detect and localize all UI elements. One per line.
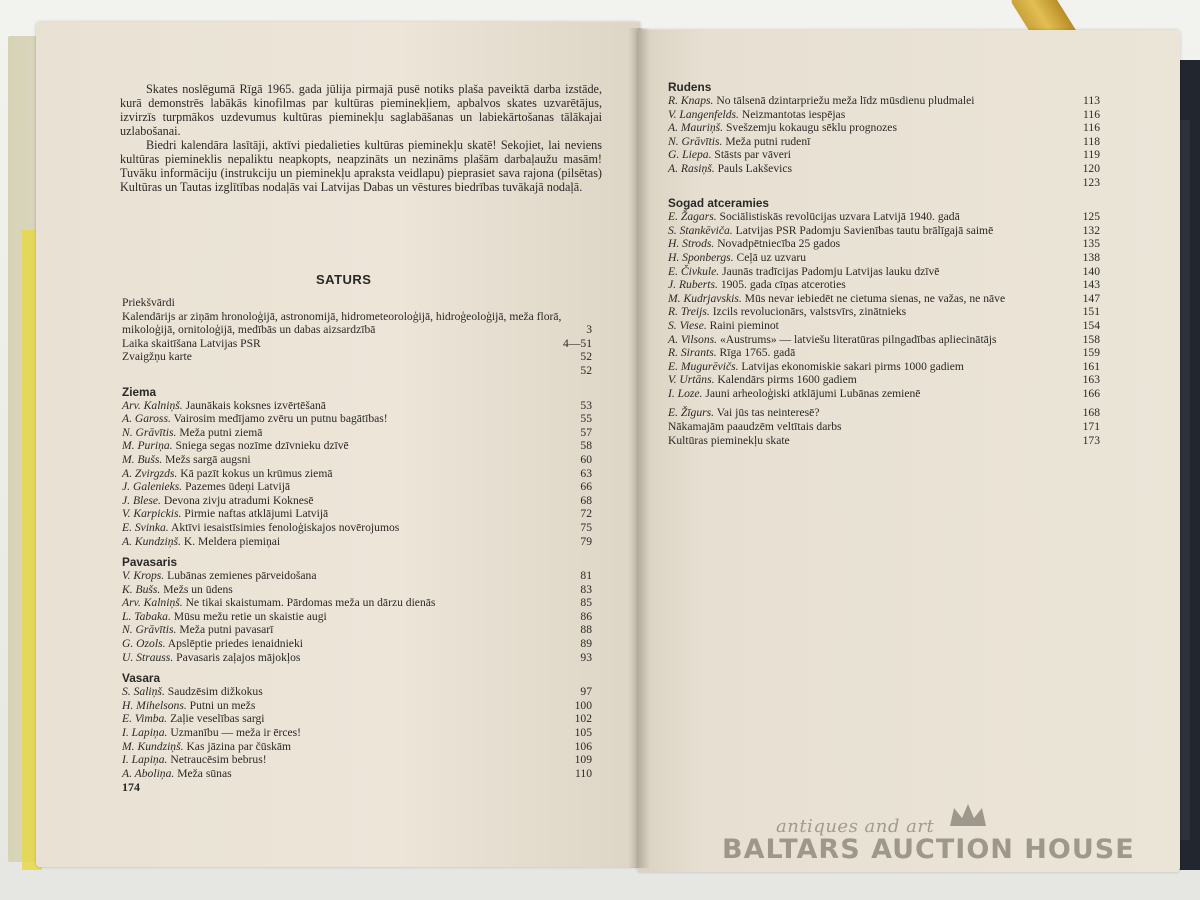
toc-entry-page: 52: [580, 350, 592, 364]
toc-entry-title: Zaļie veselības sargi: [170, 712, 265, 726]
watermark-name: BALTARS AUCTION HOUSE: [722, 834, 1135, 865]
toc-entry-title: Kā pazīt kokus un krūmus ziemā: [180, 466, 333, 480]
toc-entry-page: 57: [580, 425, 592, 439]
toc-entry-title: Devona zivju atradumi Koknesē: [163, 493, 314, 507]
toc-entry-author: L. Tabaka.: [122, 609, 171, 623]
toc-entry-title: Laika skaitīšana Latvijas PSR: [122, 336, 261, 350]
toc-entry: [122, 610, 592, 624]
toc-entry-page: 60: [580, 452, 592, 466]
watermark-tagline: antiques and art: [776, 816, 935, 837]
toc-section-title: Rudens: [668, 80, 712, 94]
toc-entry-page: 3: [586, 323, 592, 337]
toc-entry-page: 105: [574, 726, 592, 740]
toc-entry-page: 110: [575, 766, 592, 780]
toc-entry-author: R. Sirants.: [668, 346, 717, 360]
toc-entry-page: 81: [580, 569, 592, 583]
toc-entry: [668, 148, 1100, 162]
toc-right-column: [668, 80, 1100, 447]
toc-entry: [668, 210, 1100, 224]
toc-entry: [122, 412, 592, 426]
toc-entry-title: Stāsts par vāveri: [714, 148, 792, 162]
toc-entry: [122, 623, 592, 637]
toc-entry-author: I. Lapiņa.: [122, 726, 168, 740]
toc-entry-author: E. Žagars.: [668, 210, 717, 224]
toc-entry-author: A. Vilsons.: [668, 332, 718, 346]
toc-entry-title: Latvijas PSR Padomju Savienības tautu brālīgajā saimē: [735, 223, 994, 237]
toc-entry-page: 109: [574, 753, 592, 767]
toc-entry-title: Apslēptie priedes ienaidnieki: [167, 637, 303, 651]
toc-entry: [668, 162, 1100, 176]
toc-entry-author: A. Aboliņa.: [122, 766, 175, 780]
toc-entry-author: I. Loze.: [668, 386, 703, 400]
book-gutter: [628, 28, 650, 868]
toc-entry-author: J. Galenieks.: [122, 480, 183, 494]
toc-entry-page: 88: [580, 623, 592, 637]
toc-entry-page: 52: [580, 363, 592, 377]
toc-entry: [122, 439, 592, 453]
toc-entry-author: N. Grāvītis.: [668, 134, 723, 148]
toc-entry-title: Vairosim medījamo zvēru un putnu bagātības!: [173, 412, 388, 426]
toc-entry-title: Ceļā uz uzvaru: [736, 250, 807, 264]
toc-entry: [122, 651, 592, 665]
toc-entry-page: 63: [580, 466, 592, 480]
toc-entry-author: A. Mauriņš.: [668, 121, 724, 135]
toc-entry-page: 159: [1082, 346, 1100, 360]
toc-entry-title: K. Meldera piemiņai: [183, 534, 281, 548]
toc-entry-author: E. Mugurēvičs.: [668, 359, 739, 373]
toc-entry-page: 116: [1083, 107, 1100, 121]
toc-entry-author: M. Kudrjavskis.: [668, 291, 742, 305]
toc-entry: [122, 767, 592, 781]
toc-entry: [122, 535, 592, 549]
toc-entry-page: 106: [574, 739, 592, 753]
toc-entry-title: Neizmantotas iespējas: [741, 107, 846, 121]
toc-entry-page: 125: [1082, 210, 1100, 224]
toc-entry-page: 116: [1083, 121, 1100, 135]
toc-entry-page: 166: [1082, 386, 1100, 400]
toc-entry-title: Mūs nevar iebiedēt ne cietuma sienas, ne važas, ne nāve: [744, 291, 1006, 305]
toc-entry-author: J. Ruberts.: [668, 278, 718, 292]
toc-entry-author: S. Saliņš.: [122, 685, 165, 699]
toc-entry-title: Saudzēsim dižkokus: [167, 685, 263, 699]
toc-entry: [668, 346, 1100, 360]
toc-entry-title: 1905. gada cīņas atceroties: [720, 278, 846, 292]
toc-entry-title: Meža putni ziemā: [179, 425, 263, 439]
toc-entry-author: A. Kundziņš.: [122, 534, 181, 548]
toc-entry-page: 113: [1083, 94, 1100, 107]
toc-entry-title: No tālsenā dzintarpriežu meža līdz mūsdienu pludmalei: [716, 94, 975, 107]
toc-entry-page: 163: [1082, 373, 1100, 387]
toc-entry-title: Sociālistiskās revolūcijas uzvara Latvijā 1940. gadā: [719, 210, 960, 224]
toc-entry-title: Raini pieminot: [709, 318, 779, 332]
toc-entry: [668, 135, 1100, 149]
toc-entry-title: «Austrums» — latviešu literatūras pilngadības apliecinātājs: [719, 332, 997, 346]
toc-entry: [668, 387, 1100, 401]
toc-entry: [122, 494, 592, 508]
toc-entry-page: 147: [1082, 291, 1100, 305]
toc-entry: [668, 265, 1100, 279]
toc-entry-author: R. Treijs.: [668, 305, 710, 319]
toc-entry: [122, 310, 592, 337]
toc-entry: [122, 521, 592, 535]
toc-entry: [122, 726, 592, 740]
toc-entry-title: Zvaigžņu karte: [122, 350, 192, 364]
toc-entry: [668, 121, 1100, 135]
intro-text: [120, 82, 602, 194]
toc-entry-page: 58: [580, 439, 592, 453]
toc-entry: [668, 406, 1100, 420]
toc-entry-title: Uzmanību — meža ir ērces!: [170, 726, 302, 740]
toc-entry-author: U. Strauss.: [122, 650, 174, 664]
toc-entry: [668, 373, 1100, 387]
toc-entry-title: Kultūras pieminekļu skate: [668, 433, 790, 447]
toc-entry-page: 173: [1082, 433, 1100, 447]
toc-entry-author: A. Rasiņš.: [668, 161, 715, 175]
toc-entry-page: 138: [1082, 250, 1100, 264]
toc-entry: [122, 685, 592, 699]
toc-entry: [122, 364, 592, 378]
toc-entry-page: 140: [1082, 264, 1100, 278]
toc-entry-author: E. Čivkule.: [668, 264, 720, 278]
toc-entry: [668, 420, 1100, 434]
toc-entry-page: 135: [1082, 237, 1100, 251]
toc-entry-author: N. Grāvītis.: [122, 623, 177, 637]
toc-entry-title: Kalendārs pirms 1600 gadiem: [717, 373, 857, 387]
toc-entry-title: Priekšvārdi: [122, 296, 175, 309]
toc-entry-title: Izcils revolucionārs, valstsvīrs, zinātnieks: [712, 305, 907, 319]
toc-entry-page: 55: [580, 412, 592, 426]
toc-entry-title: Kas jāzina par čūskām: [186, 739, 292, 753]
toc-entry: [122, 740, 592, 754]
toc-entry-page: 83: [580, 582, 592, 596]
toc-entry-title: Lubānas zemienes pārveidošana: [167, 569, 317, 583]
toc-entry-title: Ne tikai skaistumam. Pārdomas meža un dārzu dienās: [185, 596, 436, 610]
toc-entry: [122, 712, 592, 726]
toc-entry-title: Svešzemju kokaugu sēklu prognozes: [725, 121, 897, 135]
toc-entry: [668, 292, 1100, 306]
toc-entry-author: Arv. Kalniņš.: [122, 596, 183, 610]
toc-entry-title: Pazemes ūdeņi Latvijā: [185, 480, 291, 494]
toc-entry: [668, 360, 1100, 374]
toc-entry-page: 154: [1082, 318, 1100, 332]
toc-entry-page: 4—51: [563, 336, 592, 350]
toc-entry-title: Latvijas ekonomiskie sakari pirms 1000 gadiem: [741, 359, 964, 373]
toc-left-column: [122, 296, 592, 780]
toc-entry-author: E. Svinka.: [122, 520, 169, 534]
toc-entry: [122, 753, 592, 767]
toc-entry-author: H. Mihelsons.: [122, 698, 187, 712]
intro-paragraph: Biedri kalendāra lasītāji, aktīvi piedalieties kultūras pieminekļu skatē! Sekojiet, lai neviens kultūras piemineklis nepaliktu neapkopts, neapzināts un nezināms plašām darbaļaužu masām! Tuvāku informāciju (instrukciju un pieminekļu apraksta veidlapu) pieprasiet sava rajona (pilsētas) Kultūras un Tautas izglītības nodaļās vai Latvijas Dabas un vēstures biedrības tuvākajā nodaļā.: [120, 138, 602, 194]
toc-entry-page: 143: [1082, 278, 1100, 292]
toc-entry-page: 120: [1082, 161, 1100, 175]
toc-title: SATURS: [316, 272, 372, 287]
toc-entry-author: H. Sponbergs.: [668, 250, 734, 264]
toc-entry-title: Jaunās tradīcijas Padomju Latvijas lauku dzīvē: [722, 264, 940, 278]
toc-entry-title: Vai jūs tas neinteresē?: [716, 406, 820, 420]
toc-entry-page: 161: [1082, 359, 1100, 373]
toc-entry-author: G. Liepa.: [668, 148, 712, 162]
toc-entry-title: Jaunākais koksnes izvērtēšanā: [185, 398, 326, 412]
toc-entry: [668, 333, 1100, 347]
toc-entry-title: Netraucēsim bebrus!: [170, 753, 267, 767]
toc-entry: [122, 426, 592, 440]
toc-entry-title: Pavasaris zaļajos mājokļos: [176, 650, 301, 664]
toc-entry: [668, 305, 1100, 319]
toc-entry: [668, 319, 1100, 333]
toc-entry-page: 72: [580, 507, 592, 521]
toc-entry: [122, 637, 592, 651]
toc-entry-author: E. Žīgurs.: [668, 406, 715, 420]
toc-entry-title: Mežs sargā augsni: [165, 452, 251, 466]
toc-entry-page: 118: [1083, 134, 1100, 148]
toc-entry: [122, 453, 592, 467]
toc-entry: [668, 108, 1100, 122]
toc-entry-page: 158: [1082, 332, 1100, 346]
toc-entry-title: Nākamajām paaudzēm veltītais darbs: [668, 420, 842, 434]
toc-entry-author: J. Blese.: [122, 493, 161, 507]
toc-entry: [122, 467, 592, 481]
toc-entry-page: 66: [580, 480, 592, 494]
toc-entry-page: 119: [1083, 148, 1100, 162]
toc-entry-author: H. Strods.: [668, 237, 715, 251]
toc-entry-page: 89: [580, 637, 592, 651]
toc-entry: [122, 480, 592, 494]
toc-section-title: Pavasaris: [122, 555, 178, 570]
toc-entry-author: S. Stankēviča.: [668, 223, 733, 237]
crown-icon: [946, 800, 990, 830]
toc-entry-page: 68: [580, 493, 592, 507]
toc-entry-author: M. Puriņa.: [122, 439, 173, 453]
toc-entry-page: 132: [1082, 223, 1100, 237]
intro-paragraph: Skates noslēgumā Rīgā 1965. gada jūlija pirmajā pusē notiks plaša paveiktā darba izstāde, kurā demonstrēs labākās kinofilmas par kultūras pieminekļiem, apbalvos skates uzvarētājus, izvirzīs turpmākos uzdevumus kultūras pieminekļu saglabāšanas un labiekārtošanas tālākajai uzlabošanai.: [120, 82, 602, 138]
toc-entry-page: 171: [1082, 420, 1100, 434]
toc-entry-title: Jauni arheoloģiski atklājumi Lubānas zemienē: [705, 386, 921, 400]
toc-entry-author: A. Zvirgzds.: [122, 466, 178, 480]
toc-entry-page: 75: [580, 520, 592, 534]
toc-entry-author: V. Karpickis.: [122, 507, 182, 521]
toc-entry-author: M. Bušs.: [122, 452, 163, 466]
toc-entry-author: V. Urtāns.: [668, 373, 715, 387]
toc-entry: [122, 507, 592, 521]
toc-section-title: Ziema: [122, 384, 157, 399]
toc-entry-title: Pauls Lakševics: [717, 161, 792, 175]
toc-entry-page: 53: [580, 398, 592, 412]
toc-entry-page: 123: [1082, 175, 1100, 189]
toc-entry: [122, 399, 592, 413]
toc-entry-page: 79: [580, 534, 592, 548]
toc-entry: [668, 278, 1100, 292]
toc-entry-page: 93: [580, 650, 592, 664]
toc-entry-author: E. Vimba.: [122, 712, 168, 726]
toc-entry-title: Meža putni pavasarī: [179, 623, 274, 637]
toc-entry-page: 100: [574, 698, 592, 712]
toc-entry-title: Sniega segas nozīme dzīvnieku dzīvē: [175, 439, 349, 453]
toc-entry: [668, 94, 1100, 108]
toc-entry: [668, 237, 1100, 251]
page-number: 174: [122, 780, 140, 794]
toc-section-title: Sogad atceramies: [668, 196, 769, 211]
toc-entry-title: Mūsu mežu retie un skaistie augi: [173, 609, 327, 623]
toc-entry-title: Novadpētniecība 25 gados: [717, 237, 841, 251]
toc-entry-author: S. Viese.: [668, 318, 707, 332]
toc-entry-author: G. Ozols.: [122, 637, 166, 651]
toc-entry-page: 97: [580, 685, 592, 699]
toc-entry-title: Rīga 1765. gadā: [719, 346, 796, 360]
toc-entry: [122, 296, 592, 310]
toc-entry: [122, 350, 592, 364]
toc-entry-title: Kalendārijs ar ziņām hronoloģijā, astronomijā, hidrometeoroloģijā, hidroģeoloģijā, meža florā, mikoloģijā, ornitoloģijā, medībās un dabas aizsardzībā: [122, 309, 562, 337]
toc-entry: [122, 337, 592, 351]
toc-entry-title: Aktīvi iesaistīsimies fenoloģiskajos novērojumos: [170, 520, 400, 534]
toc-entry-author: R. Knaps.: [668, 94, 714, 107]
toc-entry-author: V. Krops.: [122, 569, 165, 583]
toc-entry: [122, 569, 592, 583]
toc-section-title: Vasara: [122, 671, 161, 686]
toc-entry: [668, 224, 1100, 238]
toc-entry-title: Meža putni rudenī: [725, 134, 811, 148]
toc-entry: [122, 699, 592, 713]
toc-entry-author: Arv. Kalniņš.: [122, 398, 183, 412]
toc-entry-page: 168: [1082, 406, 1100, 420]
toc-entry-page: 102: [574, 712, 592, 726]
toc-entry: [122, 596, 592, 610]
toc-entry-author: N. Grāvītis.: [122, 425, 177, 439]
toc-entry-author: A. Gaross.: [122, 412, 171, 426]
toc-entry-title: Meža sūnas: [177, 766, 232, 780]
toc-entry: [668, 251, 1100, 265]
toc-entry: [668, 176, 1100, 190]
toc-entry-title: Putni un mežs: [189, 698, 256, 712]
toc-entry-author: K. Bušs.: [122, 582, 161, 596]
toc-entry-page: 151: [1082, 305, 1100, 319]
toc-entry-title: Pirmie naftas atklājumi Latvijā: [184, 507, 329, 521]
toc-entry-page: 86: [580, 609, 592, 623]
toc-entry-page: 85: [580, 596, 592, 610]
toc-entry-title: Mežs un ūdens: [163, 582, 233, 596]
toc-entry-author: I. Lapiņa.: [122, 753, 168, 767]
toc-entry-author: M. Kundziņš.: [122, 739, 184, 753]
toc-entry: [668, 434, 1100, 448]
toc-entry: [122, 583, 592, 597]
toc-entry-author: V. Langenfelds.: [668, 107, 739, 121]
